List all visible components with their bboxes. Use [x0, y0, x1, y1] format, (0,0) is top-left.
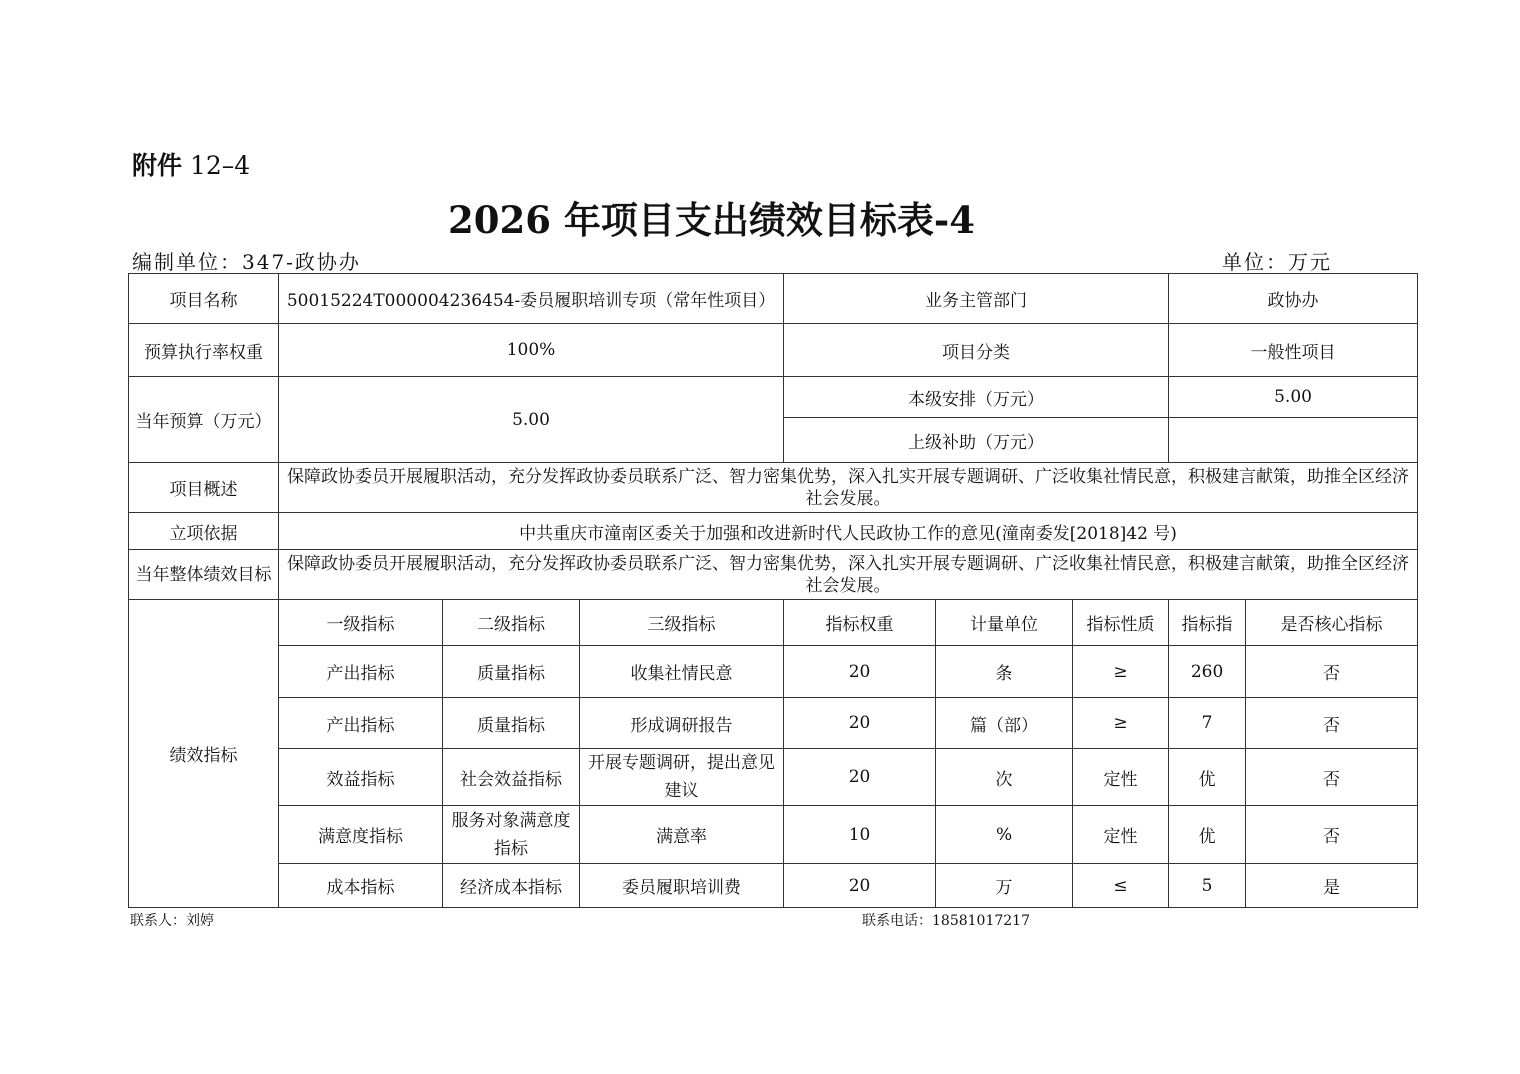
budget-value: 5.00 [279, 377, 784, 463]
header-cell: 指标性质 [1073, 600, 1169, 646]
superior-value [1169, 418, 1418, 463]
basis-value: 中共重庆市潼南区委关于加强和改进新时代人民政协工作的意见(潼南委发[2018]42 号) [279, 513, 1418, 550]
cell: 否 [1246, 806, 1418, 864]
header-cell: 三级指标 [580, 600, 784, 646]
attachment-label: 附件 12–4 [132, 151, 251, 180]
cell: 次 [936, 749, 1073, 806]
performance-table [128, 273, 1418, 908]
header-cell: 指标指 [1169, 600, 1246, 646]
table-row [129, 646, 1418, 698]
table-row [129, 749, 1418, 806]
cell: 满意率 [580, 806, 784, 864]
cell: 否 [1246, 698, 1418, 749]
cell: 万 [936, 864, 1073, 908]
local-value: 5.00 [1169, 377, 1418, 418]
cell: 优 [1169, 749, 1246, 806]
cell: 开展专题调研，提出意见建议 [580, 749, 784, 806]
cell: 产出指标 [279, 646, 443, 698]
header-cell: 一级指标 [279, 600, 443, 646]
cell: 20 [784, 698, 936, 749]
cell: 质量指标 [443, 646, 580, 698]
cell: 5 [1169, 864, 1246, 908]
project-name-value: 50015224T000004236454-委员履职培训专项（常年性项目） [279, 274, 784, 324]
overview-label: 项目概述 [129, 463, 279, 513]
header-cell: 二级指标 [443, 600, 580, 646]
cell: ≤ [1073, 864, 1169, 908]
cell: 委员履职培训费 [580, 864, 784, 908]
local-label: 本级安排（万元） [784, 377, 1169, 418]
cell: 优 [1169, 806, 1246, 864]
contact-person: 联系人：刘婷 [130, 913, 214, 929]
table-row [129, 698, 1418, 749]
header-cell: 计量单位 [936, 600, 1073, 646]
project-name-label: 项目名称 [129, 274, 279, 324]
budget-label: 当年预算（万元） [129, 377, 279, 463]
cell: 条 [936, 646, 1073, 698]
cell: ≥ [1073, 646, 1169, 698]
contact-phone: 联系电话：18581017217 [862, 913, 1030, 929]
money-unit: 单位：万元 [1222, 250, 1332, 274]
exec-rate-value: 100% [279, 324, 784, 377]
cell: % [936, 806, 1073, 864]
cell: 篇（部） [936, 698, 1073, 749]
category-value: 一般性项目 [1169, 324, 1418, 377]
cell: 20 [784, 864, 936, 908]
header-cell: 指标权重 [784, 600, 936, 646]
header-cell: 是否核心指标 [1246, 600, 1418, 646]
indicators-label: 绩效指标 [129, 600, 279, 908]
cell: 定性 [1073, 806, 1169, 864]
cell: 是 [1246, 864, 1418, 908]
cell: 收集社情民意 [580, 646, 784, 698]
compiling-unit: 编制单位：347-政协办 [132, 250, 361, 274]
cell: 20 [784, 749, 936, 806]
basis-label: 立项依据 [129, 513, 279, 550]
table-row [129, 864, 1418, 908]
superior-label: 上级补助（万元） [784, 418, 1169, 463]
cell: 否 [1246, 646, 1418, 698]
cell: 产出指标 [279, 698, 443, 749]
exec-rate-label: 预算执行率权重 [129, 324, 279, 377]
cell: 形成调研报告 [580, 698, 784, 749]
cell: 260 [1169, 646, 1246, 698]
goal-label: 当年整体绩效目标 [129, 550, 279, 600]
cell: 质量指标 [443, 698, 580, 749]
cell: 成本指标 [279, 864, 443, 908]
cell: 满意度指标 [279, 806, 443, 864]
cell: 否 [1246, 749, 1418, 806]
cell: 效益指标 [279, 749, 443, 806]
cell: 服务对象满意度指标 [443, 806, 580, 864]
page-title: 2026 年项目支出绩效目标表-4 [448, 198, 975, 242]
cell: 10 [784, 806, 936, 864]
category-label: 项目分类 [784, 324, 1169, 377]
cell: 社会效益指标 [443, 749, 580, 806]
cell: 7 [1169, 698, 1246, 749]
cell: 定性 [1073, 749, 1169, 806]
cell: 20 [784, 646, 936, 698]
table-row [129, 806, 1418, 864]
cell: 经济成本指标 [443, 864, 580, 908]
cell: ≥ [1073, 698, 1169, 749]
dept-label: 业务主管部门 [784, 274, 1169, 324]
dept-value: 政协办 [1169, 274, 1418, 324]
goal-value: 保障政协委员开展履职活动，充分发挥政协委员联系广泛、智力密集优势，深入扎实开展专题调研、广泛收集社情民意，积极建言献策，助推全区经济社会发展。 [279, 550, 1418, 600]
overview-value: 保障政协委员开展履职活动，充分发挥政协委员联系广泛、智力密集优势，深入扎实开展专题调研、广泛收集社情民意，积极建言献策，助推全区经济社会发展。 [279, 463, 1418, 513]
